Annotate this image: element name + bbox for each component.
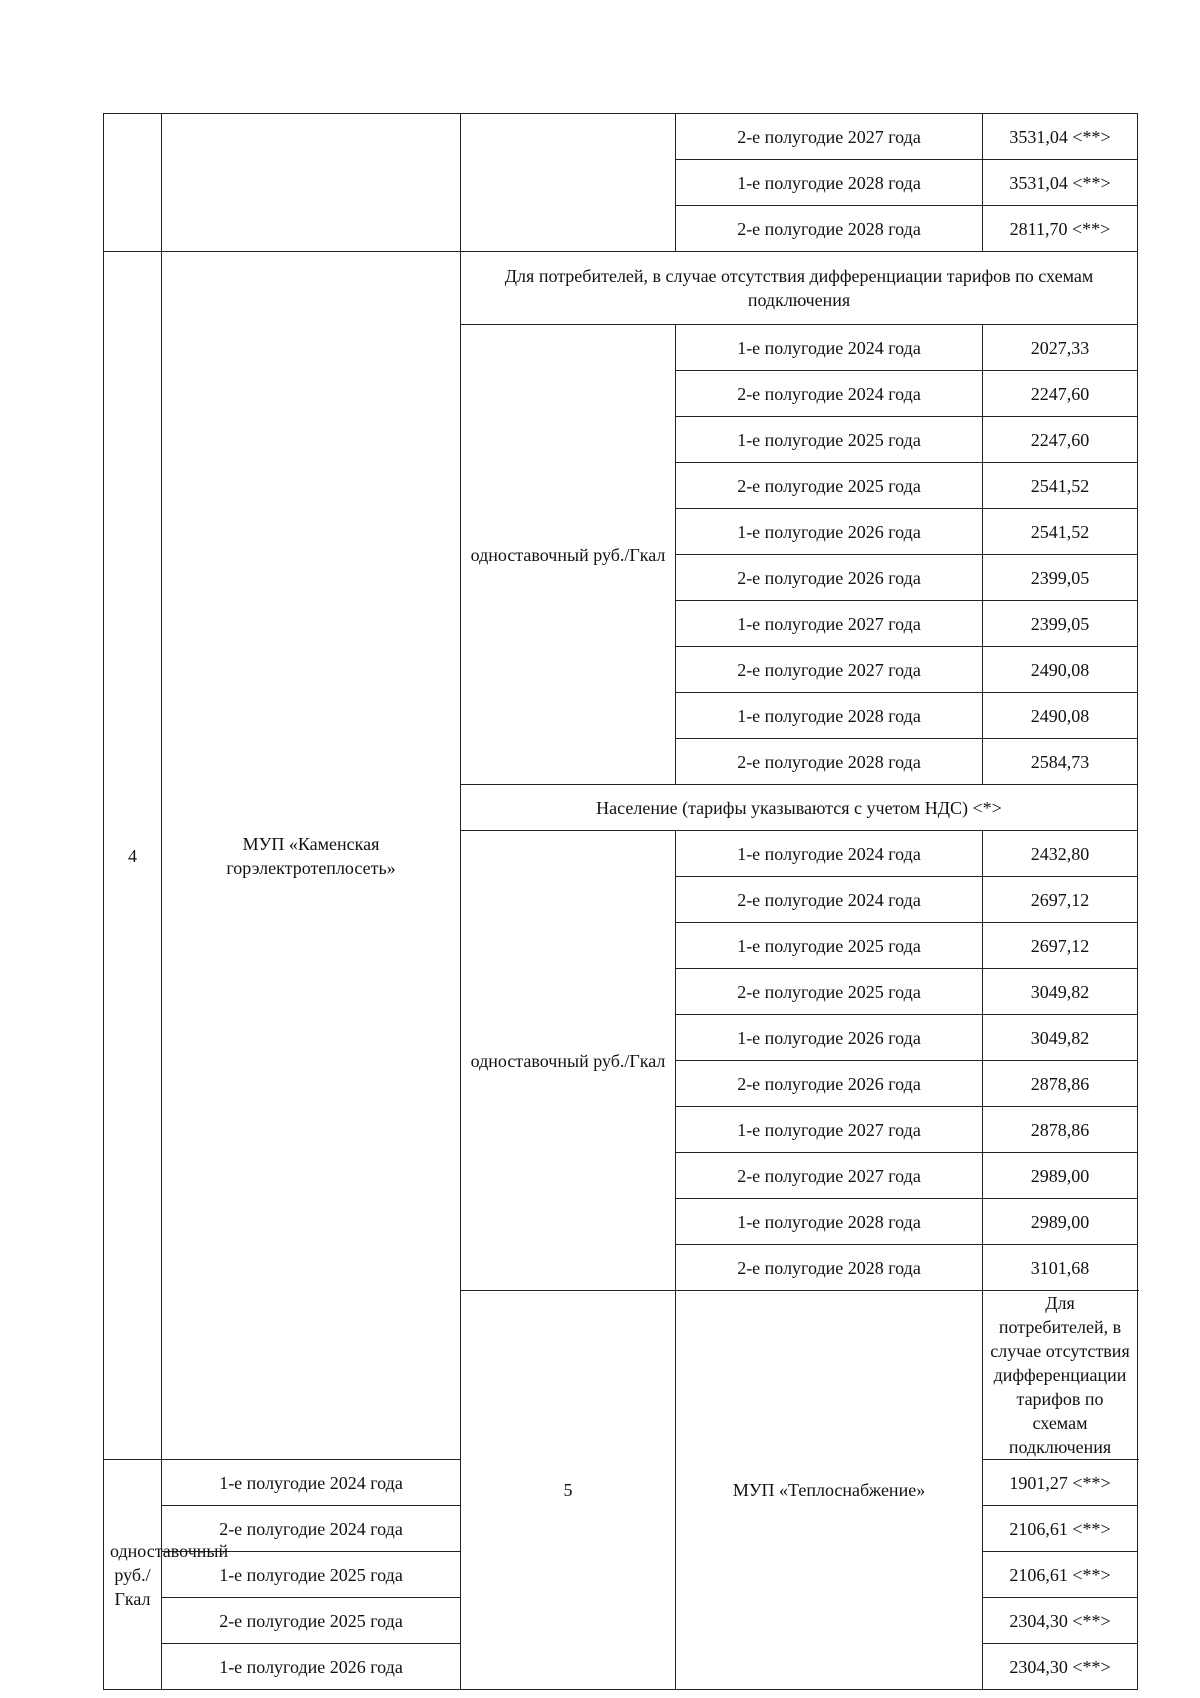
- tariff-value-cell: 3531,04 <**>: [983, 114, 1138, 160]
- period-cell: 2-е полугодие 2026 года: [676, 555, 983, 601]
- period-cell: 2-е полугодие 2025 года: [162, 1598, 461, 1644]
- tariff-table: [103, 113, 1138, 1690]
- row-number-cell: 5: [461, 1291, 676, 1690]
- tariff-value-cell: 2432,80: [983, 831, 1138, 877]
- tariff-value-cell: 3101,68: [983, 1245, 1138, 1291]
- period-cell: 1-е полугодие 2024 года: [676, 831, 983, 877]
- tariff-value-cell: 2697,12: [983, 923, 1138, 969]
- row-number-cell: 4: [104, 252, 162, 1460]
- tariff-value-cell: 2399,05: [983, 601, 1138, 647]
- period-cell: 2-е полугодие 2028 года: [676, 1245, 983, 1291]
- tariff-value-cell: 2989,00: [983, 1153, 1138, 1199]
- period-cell: 1-е полугодие 2024 года: [162, 1460, 461, 1506]
- tariff-value-cell: 2697,12: [983, 877, 1138, 923]
- period-cell: 1-е полугодие 2026 года: [676, 509, 983, 555]
- tariff-type-cell: одноставочный руб./Гкал: [461, 325, 676, 785]
- period-cell: 2-е полугодие 2025 года: [676, 463, 983, 509]
- tariff-value-cell: 2027,33: [983, 325, 1138, 371]
- organization-cell: МУП «Каменская горэлектротеплосеть»: [162, 252, 461, 1460]
- tariff-value-cell: 2399,05: [983, 555, 1138, 601]
- period-cell: 2-е полугодие 2025 года: [676, 969, 983, 1015]
- tariff-value-cell: 2247,60: [983, 417, 1138, 463]
- tariff-type-cell: одноставочный руб./Гкал: [104, 1460, 162, 1690]
- period-cell: 1-е полугодие 2026 года: [676, 1015, 983, 1061]
- period-cell: 2-е полугодие 2028 года: [676, 206, 983, 252]
- period-cell: 2-е полугодие 2024 года: [676, 371, 983, 417]
- consumer-group-header: Для потребителей, в случае отсутствия дифференциации тарифов по схемам подключения: [983, 1291, 1138, 1460]
- table-row: [104, 252, 1138, 325]
- period-cell: 1-е полугодие 2028 года: [676, 1199, 983, 1245]
- period-cell: 1-е полугодие 2025 года: [676, 923, 983, 969]
- tariff-value-cell: 2541,52: [983, 509, 1138, 555]
- tariff-value-cell: 2878,86: [983, 1061, 1138, 1107]
- period-cell: 2-е полугодие 2027 года: [676, 1153, 983, 1199]
- period-cell: 1-е полугодие 2027 года: [676, 1107, 983, 1153]
- period-cell: 1-е полугодие 2028 года: [676, 693, 983, 739]
- period-cell: 1-е полугодие 2028 года: [676, 160, 983, 206]
- consumer-group-header: Население (тарифы указываются с учетом НДС) <*>: [461, 785, 1138, 831]
- period-cell: 2-е полугодие 2024 года: [676, 877, 983, 923]
- tariff-value-cell: 2811,70 <**>: [983, 206, 1138, 252]
- period-cell: 1-е полугодие 2026 года: [162, 1644, 461, 1690]
- table-row: [104, 114, 1138, 160]
- tariff-value-cell: 2247,60: [983, 371, 1138, 417]
- tariff-value-cell: 2490,08: [983, 647, 1138, 693]
- period-cell: 2-е полугодие 2026 года: [676, 1061, 983, 1107]
- tariff-value-cell: 3531,04 <**>: [983, 160, 1138, 206]
- period-cell: 2-е полугодие 2027 года: [676, 647, 983, 693]
- period-cell: 2-е полугодие 2027 года: [676, 114, 983, 160]
- period-cell: 1-е полугодие 2027 года: [676, 601, 983, 647]
- tariff-value-cell: 2304,30 <**>: [983, 1598, 1138, 1644]
- organization-cell: [162, 114, 461, 252]
- period-cell: 1-е полугодие 2025 года: [676, 417, 983, 463]
- tariff-value-cell: 2106,61 <**>: [983, 1506, 1138, 1552]
- period-cell: 2-е полугодие 2024 года: [162, 1506, 461, 1552]
- tariff-value-cell: 2584,73: [983, 739, 1138, 785]
- row-number-cell: [104, 114, 162, 252]
- tariff-value-cell: 2989,00: [983, 1199, 1138, 1245]
- tariff-value-cell: 2878,86: [983, 1107, 1138, 1153]
- period-cell: 1-е полугодие 2024 года: [676, 325, 983, 371]
- period-cell: 2-е полугодие 2028 года: [676, 739, 983, 785]
- tariff-type-cell: одноставочный руб./Гкал: [461, 831, 676, 1291]
- tariff-value-cell: 3049,82: [983, 969, 1138, 1015]
- organization-cell: МУП «Теплоснабжение»: [676, 1291, 983, 1690]
- tariff-value-cell: 3049,82: [983, 1015, 1138, 1061]
- period-cell: 1-е полугодие 2025 года: [162, 1552, 461, 1598]
- tariff-value-cell: 2106,61 <**>: [983, 1552, 1138, 1598]
- consumer-group-header: Для потребителей, в случае отсутствия дифференциации тарифов по схемам подключения: [461, 252, 1138, 325]
- tariff-value-cell: 2541,52: [983, 463, 1138, 509]
- tariff-value-cell: 2490,08: [983, 693, 1138, 739]
- tariff-type-cell: [461, 114, 676, 252]
- tariff-value-cell: 2304,30 <**>: [983, 1644, 1138, 1690]
- tariff-value-cell: 1901,27 <**>: [983, 1460, 1138, 1506]
